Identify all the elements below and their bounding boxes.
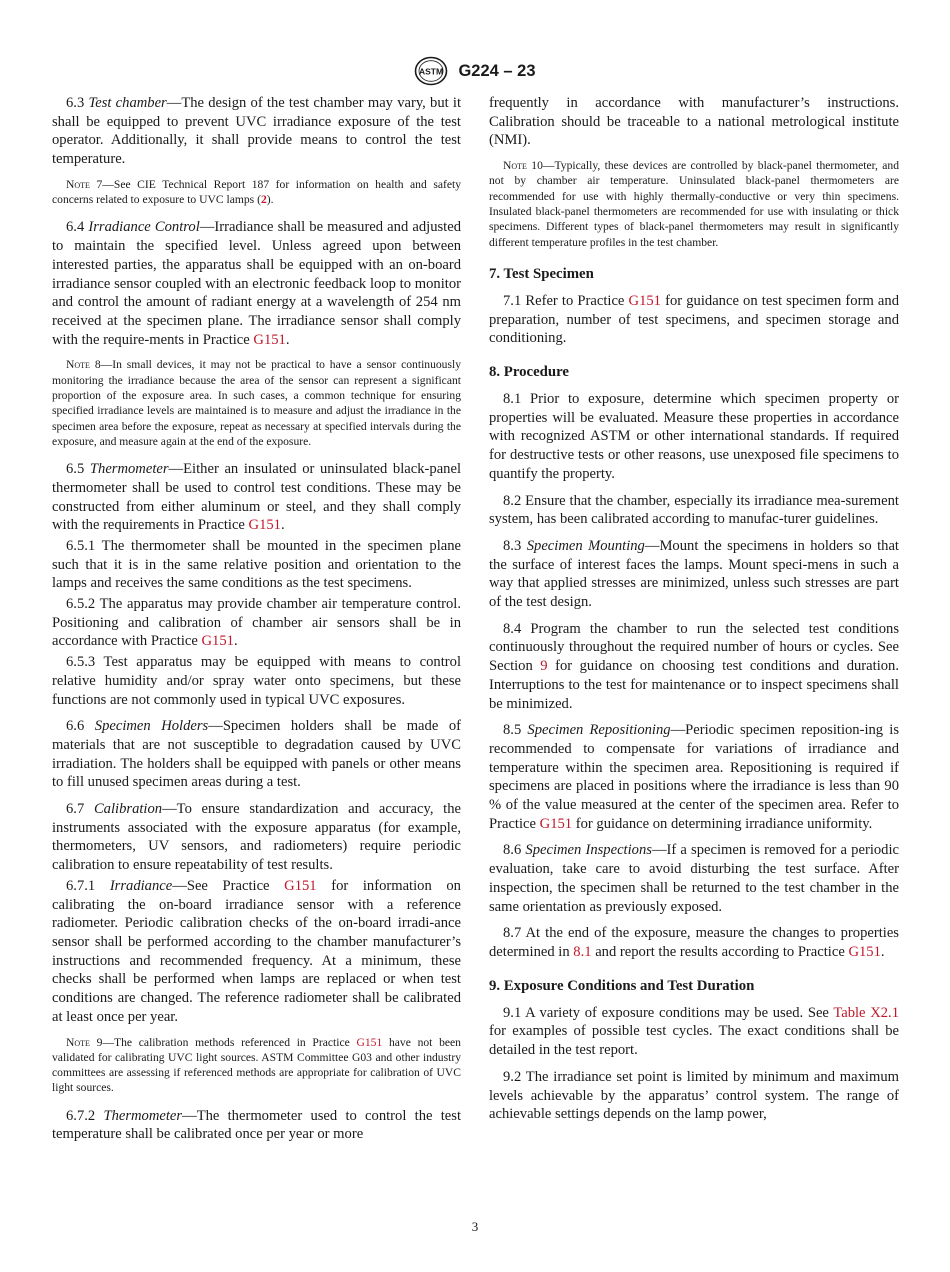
g151-link[interactable]: G151 — [356, 1035, 383, 1049]
section-8-3: 8.3 Specimen Mounting—Mount the specimens in holders so that the surface of interest faces the lamps. Mount speci-mens in such a way that applied stresses are minimized, unless such stresses are part of the test design. — [489, 537, 899, 611]
page-number: 3 — [471, 1219, 479, 1234]
svg-text:ASTM: ASTM — [419, 66, 444, 77]
astm-logo-icon — [414, 56, 448, 86]
section-6-3: 6.3 Test chamber—The design of the test chamber may vary, but it shall be equipped to prevent UVC irradiance exposure of the test operator. Additionally, it shall provide means to control the test temperature. — [52, 95, 461, 168]
section-6-6: 6.6 Specimen Holders—Specimen holders shall be made of materials that are not susceptible to degradation caused by UVC irradiation. The holders shall be equipped with panels or other means to fill unused specimen areas during a test. — [52, 718, 461, 791]
section-6-5-2: 6.5.2 The apparatus may provide chamber air temperature control. Positioning and calibration of chamber air sensors shall be in accordance with Practice G151. — [52, 596, 461, 650]
section-6-5-3: 6.5.3 Test apparatus may be equipped with means to control relative humidity and/or spray water onto specimens, but these functions are not commonly used in typical UVC exposures. — [52, 654, 461, 708]
note-9: Note 9—The calibration methods referenced in Practice G151 have not been validated for calibrating UVC light sources. ASTM Committee G03 and other industry committees are assessing if referenced methods are appropriate for calibration of UVC light sources. — [52, 1035, 461, 1095]
g151-link[interactable]: G151 — [628, 292, 661, 309]
reference-link[interactable]: 2 — [260, 193, 267, 207]
g151-link[interactable]: G151 — [248, 517, 281, 534]
g151-link[interactable]: G151 — [201, 633, 234, 650]
section-8-1: 8.1 Prior to exposure, determine which specimen property or properties will be evaluated. Measure these properties in accordance with recognized ASTM or other international standards. If required for destructive tests or other reasons, use unexposed file specimens to quantify the property. — [489, 391, 899, 482]
page-header — [0, 56, 950, 82]
section-8-6: 8.6 Specimen Inspections—If a specimen is removed for a periodic evaluation, take care to avoid disturbing the test surface. After inspection, the specimen shall be returned to the test chamber in the same orientation as previously exposed. — [489, 842, 899, 915]
section-7-1: 7.1 Refer to Practice G151 for guidance on test specimen form and preparation, number of test specimens, and specimen storage and conditioning. — [489, 292, 899, 347]
g151-link[interactable]: G151 — [539, 815, 573, 832]
note-8: Note 8—In small devices, it may not be practical to have a sensor continuously monitoring the irradiance because the area of the sensor can represent a significant proportion of the exposure area. In such cases, a common technique for ensuring specified irradiance levels are maintained is to measure and adjust the irradiance in the specimen area before the exposure, repeat as necessary at specified intervals during the exposure, and measure again at the end of the exposure. — [52, 358, 462, 448]
section-6-7: 6.7 Calibration—To ensure standardization and accuracy, the instruments associated with the exposure apparatus (for example, thermometers, UV sensors, and radiometers) require periodic calibration to ensure repeatability of test results. — [52, 801, 461, 874]
g151-link[interactable]: G151 — [848, 943, 881, 960]
section-9-link[interactable]: 9 — [540, 658, 548, 675]
section-6-7-1: 6.7.1 Irradiance—See Practice G151 for information on calibrating the on-board irradiance sensor with a reference radiometer. Periodic calibration checks of the on-board irradi-ance sensor shall be performed according to the chamber manufacturer’s instructions and recommended frequency. At a minimum, these checks shall be performed when lamps are replaced or when test conditions are changed. The reference radiometer shall be calibrated at least once per year. — [52, 877, 461, 1025]
section-heading-7: 7. Test Specimen — [489, 265, 594, 282]
section-heading-9: 9. Exposure Conditions and Test Duration — [489, 977, 755, 994]
section-6-4: 6.4 Irradiance Control—Irradiance shall be measured and adjusted to maintain the specified level. Unless agreed upon between interested parties, the apparatus shall be equipped with an on-board irradiance sensor coupled with an electronic feedback loop to monitor and control the amount of radiant energy at a wavelength of 254 nm received at the specimen plane. The irradiance sensor shall comply with the require-ments in Practice G151. — [52, 219, 461, 348]
table-x2-1-link[interactable]: Table X2.1 — [833, 1004, 899, 1021]
section-8-4: 8.4 Program the chamber to run the selected test conditions continuously throughout the required number of hours or cycles. See Section 9 for guidance on choosing test conditions and duration. Interruptions to the test for maintenance or to inspect specimens shall be minimized. — [489, 620, 899, 712]
section-6-7-2-continued: frequently in accordance with manufacturer’s instructions. Calibration should be traceable to a national metrological institute (NMI). — [489, 95, 899, 149]
note-10: Note 10—Typically, these devices are controlled by black-panel thermometer, and not by chamber air temperature. Uninsulated black-panel thermometers are recommended for use with highly thermally-conductive or very thin specimens. Insulated black-panel thermometers are recommended for use with insulating or thick specimens. Different types of black-panel thermometers may result in significantly different temperature profiles in the test chamber. — [489, 159, 900, 249]
section-6-5-1: 6.5.1 The thermometer shall be mounted in the specimen plane such that it is in the same relative position and orientation to the lamps and receives the same conditions as the test specimens. — [52, 537, 461, 592]
section-6-5: 6.5 Thermometer—Either an insulated or uninsulated black-panel thermometer shall be used to control test conditions. These may be constructed from either aluminum or steel, and they shall comply with the requirements in Practice G151. — [52, 461, 461, 534]
section-8-2: 8.2 Ensure that the chamber, especially its irradiance mea-surement system, has been calibrated according to manufac-turer guidelines. — [489, 492, 899, 528]
section-9-2: 9.2 The irradiance set point is limited by minimum and maximum levels achievable by the apparatus’ control system. The range of achievable settings depends on the lamp power, — [489, 1068, 899, 1123]
section-6-7-2: 6.7.2 Thermometer—The thermometer used to control the test temperature shall be calibrated once per year or more — [52, 1107, 462, 1143]
section-heading-8: 8. Procedure — [489, 364, 569, 380]
left-column — [52, 94, 461, 1152]
section-8-5: 8.5 Specimen Repositioning—Periodic specimen reposition-ing is recommended to compensate for variations of irradiance and temperature within the specimen area. Repositioning is required if specimens are placed in positions where the irradiance is less than 90 % of the value measured at the center of the specimen area. Refer to Practice G151 for guidance on determining irradiance uniformity. — [489, 722, 900, 832]
document-designation: G224 – 23 — [458, 61, 536, 80]
section-9-1: 9.1 A variety of exposure conditions may be used. See Table X2.1 for examples of possible test cycles. The exact conditions shall be detailed in the test report. — [489, 1004, 899, 1059]
section-8-1-link[interactable]: 8.1 — [573, 943, 592, 960]
g151-link[interactable]: G151 — [284, 877, 317, 894]
g151-link[interactable]: G151 — [253, 331, 286, 348]
right-column — [489, 94, 899, 1132]
section-8-7: 8.7 At the end of the exposure, measure the changes to properties determined in 8.1 and report the results according to Practice G151. — [489, 925, 899, 960]
note-7: Note 7—See CIE Technical Report 187 for information on health and safety concerns related to exposure to UVC lamps (2). — [52, 177, 462, 207]
